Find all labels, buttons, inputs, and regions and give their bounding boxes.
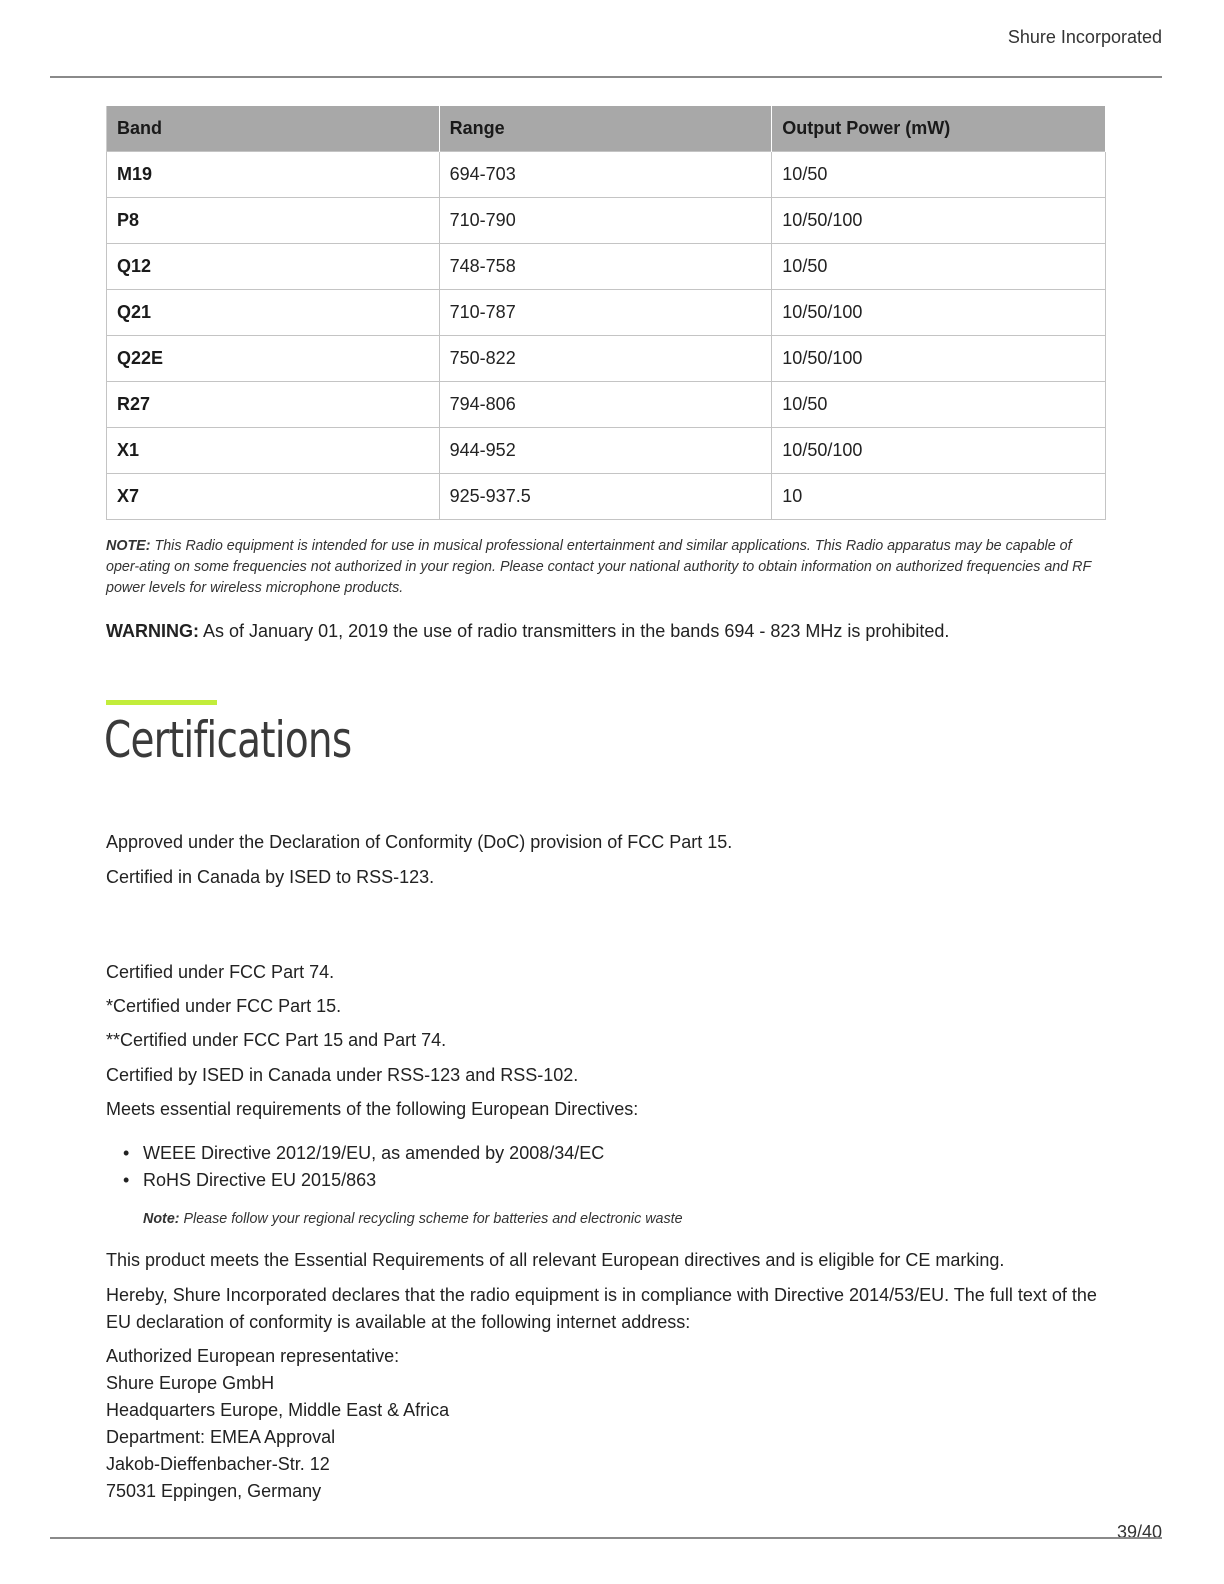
range-cell: 750-822: [439, 336, 772, 382]
note-label: NOTE:: [106, 538, 151, 554]
bullet-icon: •: [123, 1143, 130, 1163]
range-cell: 694-703: [439, 152, 772, 198]
fcc-part15-74-paragraph: **Certified under FCC Part 15 and Part 74.: [106, 1030, 447, 1050]
warning-notice: [106, 619, 1106, 643]
power-cell: 10/50: [772, 244, 1106, 290]
eu-representative-address: [106, 1343, 449, 1505]
column-header-band: Band: [107, 106, 440, 152]
directive-list: [106, 1140, 1106, 1194]
band-cell: R27: [107, 382, 440, 428]
band-cell: M19: [107, 152, 440, 198]
directive-text: WEEE Directive 2012/19/EU, as amended by 2008/34/EC: [143, 1143, 605, 1163]
range-cell: 710-790: [439, 198, 772, 244]
power-cell: 10/50/100: [772, 290, 1106, 336]
directive-text: RoHS Directive EU 2015/863: [143, 1170, 377, 1190]
recycle-note-body: Please follow your regional recycling scheme for batteries and electronic waste: [179, 1211, 683, 1227]
table-row: [107, 244, 1106, 290]
address-line: Shure Europe GmbH: [106, 1373, 275, 1393]
header-divider: [50, 76, 1162, 78]
declaration-paragraph: Hereby, Shure Incorporated declares that the radio equipment is in compliance with Directive 2014/53/EU. The full text of the EU declaration of conformity is available at the following internet address:: [106, 1285, 1097, 1332]
band-cell: Q21: [107, 290, 440, 336]
bullet-icon: •: [123, 1170, 130, 1190]
band-cell: X1: [107, 428, 440, 474]
ised-rss-paragraph: Certified by ISED in Canada under RSS-123 and RSS-102.: [106, 1065, 579, 1085]
range-cell: 944-952: [439, 428, 772, 474]
page-number: 39/40: [1116, 1522, 1162, 1542]
recycle-note-label: Note:: [143, 1211, 180, 1227]
address-line: Department: EMEA Approval: [106, 1427, 336, 1447]
band-cell: P8: [107, 198, 440, 244]
band-table: [106, 106, 1106, 520]
column-header-output-power: Output Power (mW): [772, 106, 1106, 152]
section-accent-bar: [106, 700, 217, 705]
address-line: Jakob-Dieffenbacher-Str. 12: [106, 1454, 330, 1474]
footer-divider: [50, 1537, 1162, 1539]
range-cell: 710-787: [439, 290, 772, 336]
table-row: [107, 336, 1106, 382]
power-cell: 10/50/100: [772, 336, 1106, 382]
fcc-part74-paragraph: Certified under FCC Part 74.: [106, 962, 335, 982]
band-cell: X7: [107, 474, 440, 520]
regional-note: [106, 536, 1106, 599]
table-row: [107, 290, 1106, 336]
power-cell: 10/50/100: [772, 198, 1106, 244]
table-row: [107, 152, 1106, 198]
list-item: [106, 1140, 1106, 1167]
range-cell: 925-937.5: [439, 474, 772, 520]
address-line: Authorized European representative:: [106, 1346, 400, 1366]
table-row: [107, 474, 1106, 520]
band-cell: Q12: [107, 244, 440, 290]
address-line: Headquarters Europe, Middle East & Africa: [106, 1400, 450, 1420]
table-row: [107, 198, 1106, 244]
eu-directives-intro: Meets essential requirements of the following European Directives:: [106, 1099, 639, 1119]
table-header-row: [107, 106, 1106, 152]
canada-ised-paragraph: Certified in Canada by ISED to RSS-123.: [106, 867, 435, 887]
header-company-name: Shure Incorporated: [1007, 27, 1162, 47]
doc-fcc-paragraph: Approved under the Declaration of Conformity (DoC) provision of FCC Part 15.: [106, 832, 733, 852]
power-cell: 10/50: [772, 152, 1106, 198]
recycle-note: [143, 1209, 683, 1230]
range-cell: 794-806: [439, 382, 772, 428]
column-header-range: Range: [439, 106, 772, 152]
fcc-part15-paragraph: *Certified under FCC Part 15.: [106, 996, 342, 1016]
power-cell: 10: [772, 474, 1106, 520]
section-title: Certifications: [104, 711, 352, 769]
address-line: 75031 Eppingen, Germany: [106, 1481, 322, 1501]
ce-marking-paragraph: This product meets the Essential Requirements of all relevant European directives and is eligible for CE marking.: [106, 1250, 1005, 1270]
power-cell: 10/50/100: [772, 428, 1106, 474]
table-row: [107, 382, 1106, 428]
warning-label: WARNING:: [106, 621, 199, 641]
note-body: This Radio equipment is intended for use in musical professional entertainment and similar applications. This Radio apparatus may be capable of oper-ating on some frequencies not authorized in your region. Please contact your national authority to obtain information on authorized frequencies and RF power levels for wireless microphone products.: [106, 538, 1091, 596]
table-row: [107, 428, 1106, 474]
power-cell: 10/50: [772, 382, 1106, 428]
warning-body: As of January 01, 2019 the use of radio transmitters in the bands 694 - 823 MHz is prohibited.: [199, 621, 950, 641]
band-cell: Q22E: [107, 336, 440, 382]
range-cell: 748-758: [439, 244, 772, 290]
list-item: [106, 1167, 1106, 1194]
